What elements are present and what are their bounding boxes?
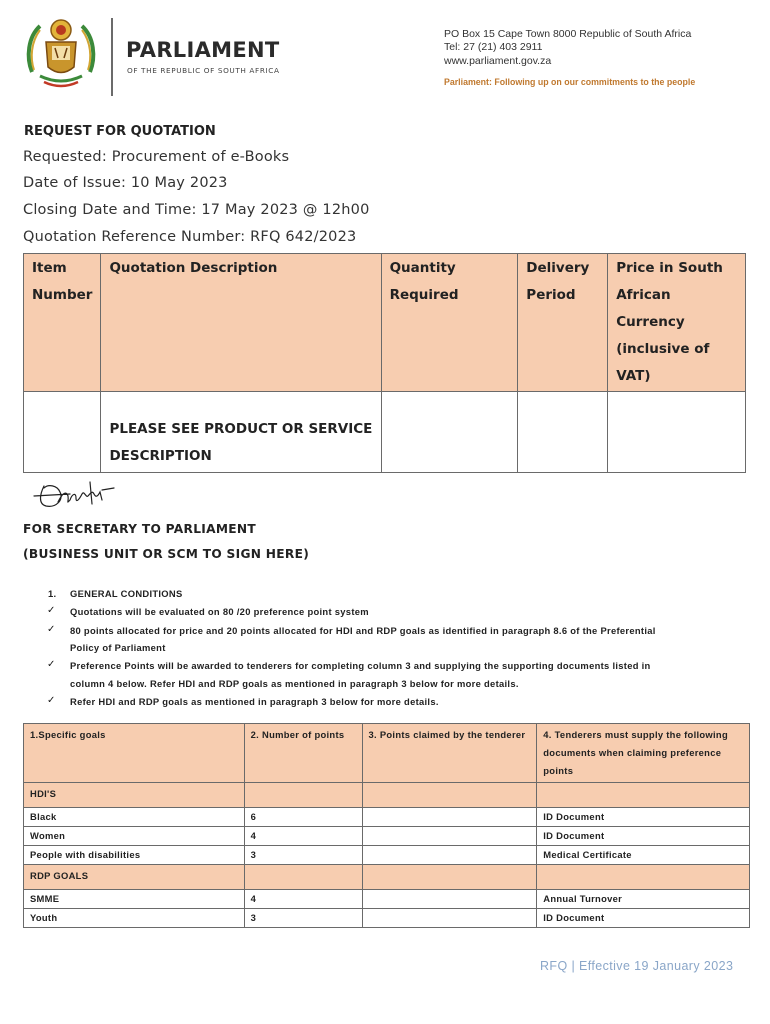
goal-points: 6 bbox=[244, 808, 362, 827]
rdp-section-row bbox=[24, 865, 750, 890]
requested-line: Requested: Procurement of e-Books bbox=[23, 149, 290, 165]
goal-name: Women bbox=[24, 827, 245, 846]
footer-text: RFQ | Effective 19 January 2023 bbox=[540, 959, 734, 973]
points-claimed-cell[interactable] bbox=[362, 827, 537, 846]
goal-name: Youth bbox=[24, 909, 245, 928]
condition-item-cont: column 4 below. Refer HDI and RDP goals as mentioned in paragraph 3 below for more details. bbox=[70, 678, 519, 689]
cell-description: PLEASE SEE PRODUCT OR SERVICE DESCRIPTION bbox=[101, 392, 381, 473]
postal-address: PO Box 15 Cape Town 8000 Republic of South Africa bbox=[444, 28, 692, 40]
col-points-claimed: 3. Points claimed by the tenderer bbox=[362, 724, 537, 783]
col-item-number: Item Number bbox=[24, 254, 101, 392]
table-row bbox=[24, 808, 750, 827]
header-divider bbox=[111, 18, 113, 96]
hdi-section-row bbox=[24, 783, 750, 808]
tagline: Parliament: Following up on our commitments to the people bbox=[444, 77, 696, 87]
table-row bbox=[24, 909, 750, 928]
telephone: Tel: 27 (21) 403 2911 bbox=[444, 41, 543, 53]
condition-item: 80 points allocated for price and 20 points allocated for HDI and RDP goals as identified in paragraph 8.6 of the Preferential bbox=[70, 625, 656, 636]
checkmark-icon: ✓ bbox=[47, 605, 56, 616]
condition-item: Refer HDI and RDP goals as mentioned in paragraph 3 below for more details. bbox=[70, 696, 439, 707]
goal-name: Black bbox=[24, 808, 245, 827]
preference-points-table bbox=[23, 723, 750, 928]
goal-points: 3 bbox=[244, 846, 362, 865]
quotation-table-row bbox=[24, 392, 746, 473]
goal-points: 3 bbox=[244, 909, 362, 928]
closing-date-line: Closing Date and Time: 17 May 2023 @ 12h00 bbox=[23, 202, 370, 218]
col-delivery: Delivery Period bbox=[518, 254, 608, 392]
goal-document: Annual Turnover bbox=[537, 890, 750, 909]
points-claimed-cell[interactable] bbox=[362, 909, 537, 928]
cell-price[interactable] bbox=[608, 392, 746, 473]
rdp-section-label: RDP GOALS bbox=[24, 865, 245, 890]
condition-item-cont: Policy of Parliament bbox=[70, 642, 166, 653]
col-number-of-points: 2. Number of points bbox=[244, 724, 362, 783]
cell-quantity[interactable] bbox=[381, 392, 518, 473]
table-row bbox=[24, 890, 750, 909]
checkmark-icon: ✓ bbox=[47, 624, 56, 635]
handwritten-signature bbox=[30, 476, 120, 514]
table-row bbox=[24, 846, 750, 865]
col-documents: 4. Tenderers must supply the following documents when claiming preference points bbox=[537, 724, 750, 783]
conditions-number: 1. bbox=[48, 588, 57, 599]
quotation-table bbox=[23, 253, 746, 473]
points-claimed-cell[interactable] bbox=[362, 890, 537, 909]
col-description: Quotation Description bbox=[101, 254, 381, 392]
brand-name: PARLIAMENT bbox=[126, 38, 280, 62]
signature-label: FOR SECRETARY TO PARLIAMENT bbox=[23, 522, 257, 536]
goal-name: SMME bbox=[24, 890, 245, 909]
quotation-table-header bbox=[24, 254, 746, 392]
goal-name: People with disabilities bbox=[24, 846, 245, 865]
condition-item: Preference Points will be awarded to tenderers for completing column 3 and supplying the supporting documents listed in bbox=[70, 660, 651, 671]
cell-delivery[interactable] bbox=[518, 392, 608, 473]
reference-number-line: Quotation Reference Number: RFQ 642/2023 bbox=[23, 229, 357, 245]
parliament-crest-logo bbox=[22, 12, 100, 92]
document-title: REQUEST FOR QUOTATION bbox=[24, 124, 216, 139]
issue-date-line: Date of Issue: 10 May 2023 bbox=[23, 175, 228, 191]
checkmark-icon: ✓ bbox=[47, 695, 56, 706]
condition-item: Quotations will be evaluated on 80 /20 preference point system bbox=[70, 606, 369, 617]
goal-points: 4 bbox=[244, 890, 362, 909]
goal-points: 4 bbox=[244, 827, 362, 846]
goal-document: ID Document bbox=[537, 827, 750, 846]
brand-subtitle: OF THE REPUBLIC OF SOUTH AFRICA bbox=[127, 66, 280, 75]
hdi-section-label: HDI'S bbox=[24, 783, 245, 808]
website-link[interactable]: www.parliament.gov.za bbox=[444, 55, 552, 67]
goal-document: ID Document bbox=[537, 808, 750, 827]
signature-instruction: (BUSINESS UNIT OR SCM TO SIGN HERE) bbox=[23, 547, 310, 561]
col-price: Price in South African Currency (inclusive of VAT) bbox=[608, 254, 746, 392]
goal-document: ID Document bbox=[537, 909, 750, 928]
points-claimed-cell[interactable] bbox=[362, 846, 537, 865]
points-claimed-cell[interactable] bbox=[362, 808, 537, 827]
goal-document: Medical Certificate bbox=[537, 846, 750, 865]
table-row bbox=[24, 827, 750, 846]
col-quantity: Quantity Required bbox=[381, 254, 518, 392]
conditions-title: GENERAL CONDITIONS bbox=[70, 588, 183, 599]
checkmark-icon: ✓ bbox=[47, 659, 56, 670]
cell-item-number[interactable] bbox=[24, 392, 101, 473]
col-specific-goals: 1.Specific goals bbox=[24, 724, 245, 783]
points-table-header bbox=[24, 724, 750, 783]
